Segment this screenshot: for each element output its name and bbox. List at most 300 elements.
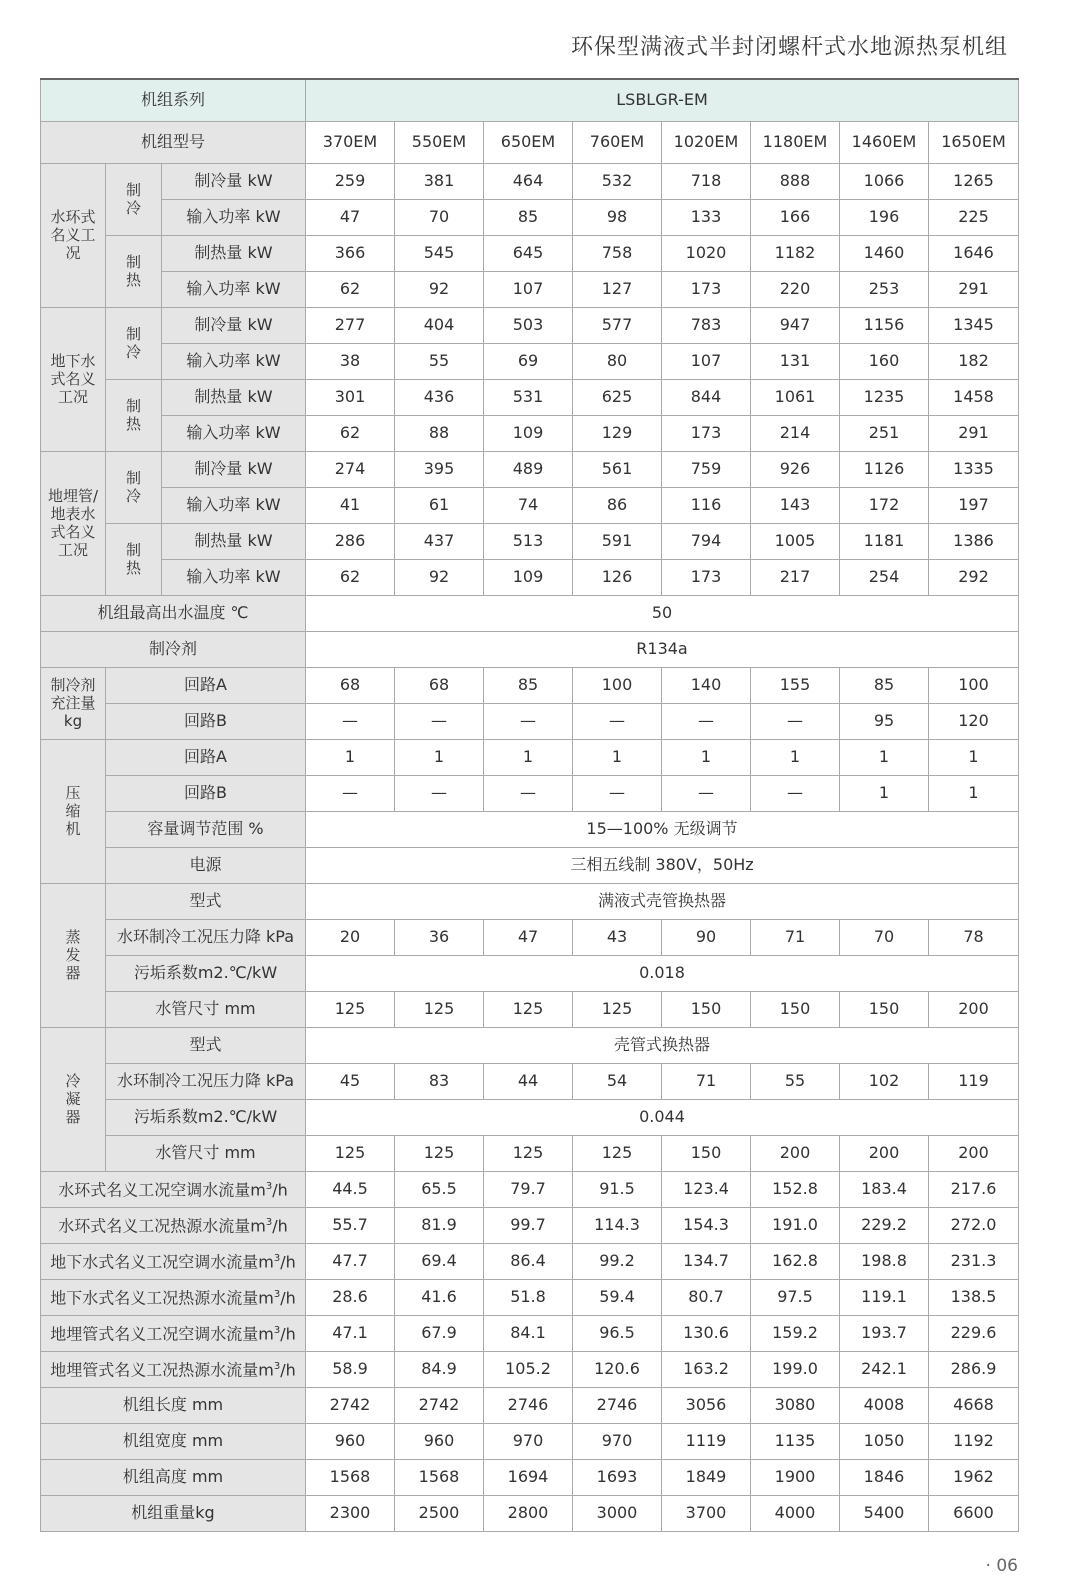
condenser-row — [41, 1135, 1019, 1171]
value-cell: 107 — [662, 343, 751, 379]
value-cell: — — [306, 775, 395, 811]
value-cell: 3700 — [662, 1495, 751, 1531]
value-cell: 3000 — [573, 1495, 662, 1531]
compressor-name: 压 缩 机 — [41, 739, 106, 883]
value-cell: 1458 — [929, 379, 1019, 415]
value-cell: 55 — [395, 343, 484, 379]
value-cell: 272.0 — [929, 1207, 1019, 1243]
value-cell: 79.7 — [484, 1171, 573, 1207]
evaporator-row — [41, 955, 1019, 991]
series-row — [41, 79, 1019, 121]
value-cell: 199.0 — [751, 1351, 840, 1387]
value-cell: 1 — [929, 739, 1019, 775]
flow-row — [41, 1279, 1019, 1315]
value-cell: 650EM — [484, 121, 573, 163]
type-label: 型式 — [106, 1027, 306, 1063]
value-cell: 116 — [662, 487, 751, 523]
value-cell: 2500 — [395, 1495, 484, 1531]
value-cell: 102 — [840, 1063, 929, 1099]
value-cell: 125 — [395, 991, 484, 1027]
series-value: LSBLGR-EM — [306, 79, 1019, 121]
value-cell: 44.5 — [306, 1171, 395, 1207]
circuit-b-label: 回路B — [106, 703, 306, 739]
dimension-row — [41, 1423, 1019, 1459]
value-cell: 231.3 — [929, 1243, 1019, 1279]
value-cell: 120.6 — [573, 1351, 662, 1387]
value-cell: 70 — [840, 919, 929, 955]
capacity-range-label: 容量调节范围 % — [106, 811, 306, 847]
value-cell: 888 — [751, 163, 840, 199]
value-cell: 92 — [395, 271, 484, 307]
mode-name: 制 冷 — [106, 307, 162, 379]
value-cell: 1345 — [929, 307, 1019, 343]
condenser-name: 冷 凝 器 — [41, 1027, 106, 1171]
model-row — [41, 121, 1019, 163]
value-cell: 71 — [662, 1063, 751, 1099]
flow-label — [41, 1315, 306, 1351]
value-cell: 1 — [662, 739, 751, 775]
value-cell: 404 — [395, 307, 484, 343]
value-cell: 55 — [751, 1063, 840, 1099]
mode-name: 制 热 — [106, 235, 162, 307]
value-cell: 970 — [484, 1423, 573, 1459]
condition-row — [41, 559, 1019, 595]
value-cell: 80.7 — [662, 1279, 751, 1315]
value-cell: 1181 — [840, 523, 929, 559]
value-cell: 437 — [395, 523, 484, 559]
flow-label-text: 地下水式名义工况热源水流量 — [50, 1288, 259, 1308]
value-cell: 81.9 — [395, 1207, 484, 1243]
flow-unit-tail: /h — [272, 1180, 288, 1200]
value-cell: 129 — [573, 415, 662, 451]
value-cell: 1005 — [751, 523, 840, 559]
flow-unit: m — [258, 1288, 274, 1308]
value-cell: 155 — [751, 667, 840, 703]
value-cell: 1156 — [840, 307, 929, 343]
value-cell: 844 — [662, 379, 751, 415]
value-cell: 286 — [306, 523, 395, 559]
value-cell: 159.2 — [751, 1315, 840, 1351]
value-cell: 120 — [929, 703, 1019, 739]
value-cell: 1849 — [662, 1459, 751, 1495]
value-cell: — — [662, 703, 751, 739]
item-label: 制冷量 kW — [162, 451, 306, 487]
charge-row — [41, 703, 1019, 739]
value-cell: 20 — [306, 919, 395, 955]
value-cell: 83 — [395, 1063, 484, 1099]
value-cell: 65.5 — [395, 1171, 484, 1207]
value-cell: 1020EM — [662, 121, 751, 163]
value-cell: 1180EM — [751, 121, 840, 163]
evaporator-name: 蒸 发 器 — [41, 883, 106, 1027]
flow-label-text: 水环式名义工况空调水流量 — [58, 1180, 251, 1200]
value-cell: 41 — [306, 487, 395, 523]
condition-row — [41, 343, 1019, 379]
charge-row — [41, 667, 1019, 703]
value-cell: 55.7 — [306, 1207, 395, 1243]
pressure-drop-label: 水环制冷工况压力降 kPa — [106, 1063, 306, 1099]
value-cell: 47 — [306, 199, 395, 235]
value-cell: 1119 — [662, 1423, 751, 1459]
condition-row — [41, 487, 1019, 523]
value-cell: 71 — [751, 919, 840, 955]
value-cell: 1235 — [840, 379, 929, 415]
flow-unit-tail: /h — [280, 1324, 296, 1344]
value-cell: 150 — [840, 991, 929, 1027]
value-cell: 1 — [484, 739, 573, 775]
flow-unit-exponent: 3 — [265, 1181, 273, 1193]
value-cell: 1460 — [840, 235, 929, 271]
value-cell: 291 — [929, 415, 1019, 451]
fouling-label: 污垢系数m2.℃/kW — [106, 1099, 306, 1135]
flow-unit-exponent: 3 — [273, 1361, 281, 1373]
value-cell: 783 — [662, 307, 751, 343]
value-cell: 88 — [395, 415, 484, 451]
value-cell: 274 — [306, 451, 395, 487]
value-cell: — — [751, 775, 840, 811]
value-cell: 1 — [395, 739, 484, 775]
value-cell: 114.3 — [573, 1207, 662, 1243]
flow-unit-tail: /h — [280, 1252, 296, 1272]
value-cell: 84.9 — [395, 1351, 484, 1387]
page-title: 环保型满液式半封闭螺杆式水地源热泵机组 — [570, 35, 1008, 60]
circuit-a-label: 回路A — [106, 667, 306, 703]
value-cell: 1265 — [929, 163, 1019, 199]
value-cell: 577 — [573, 307, 662, 343]
condenser-row — [41, 1027, 1019, 1063]
power-supply-label: 电源 — [106, 847, 306, 883]
value-cell: 92 — [395, 559, 484, 595]
value-cell: 1646 — [929, 235, 1019, 271]
item-label: 输入功率 kW — [162, 271, 306, 307]
item-label: 制热量 kW — [162, 235, 306, 271]
flow-label — [41, 1279, 306, 1315]
value-cell: 3056 — [662, 1387, 751, 1423]
value-cell: 98 — [573, 199, 662, 235]
value-cell: 1050 — [840, 1423, 929, 1459]
value-cell: 90 — [662, 919, 751, 955]
value-cell: 4668 — [929, 1387, 1019, 1423]
compressor-row — [41, 775, 1019, 811]
value-cell: 86 — [573, 487, 662, 523]
flow-unit-exponent: 3 — [273, 1253, 281, 1265]
flow-unit: m — [258, 1324, 274, 1344]
flow-unit-tail: /h — [272, 1216, 288, 1236]
value-cell: 97.5 — [751, 1279, 840, 1315]
value-cell: 61 — [395, 487, 484, 523]
value-cell: 125 — [395, 1135, 484, 1171]
dimension-label: 机组重量kg — [41, 1495, 306, 1531]
flow-label — [41, 1171, 306, 1207]
flow-label — [41, 1351, 306, 1387]
value-cell: — — [484, 775, 573, 811]
value-cell: 126 — [573, 559, 662, 595]
power-supply-value: 三相五线制 380V，50Hz — [306, 847, 1019, 883]
condition-row — [41, 379, 1019, 415]
item-label: 输入功率 kW — [162, 199, 306, 235]
value-cell: 1066 — [840, 163, 929, 199]
flow-label-text: 水环式名义工况热源水流量 — [58, 1216, 251, 1236]
value-cell: 85 — [484, 667, 573, 703]
value-cell: 531 — [484, 379, 573, 415]
item-label: 输入功率 kW — [162, 559, 306, 595]
condition-row — [41, 163, 1019, 199]
value-cell: 1 — [306, 739, 395, 775]
value-cell: 229.2 — [840, 1207, 929, 1243]
value-cell: — — [573, 703, 662, 739]
evaporator-row — [41, 883, 1019, 919]
value-cell: — — [573, 775, 662, 811]
value-cell: 150 — [662, 1135, 751, 1171]
value-cell: 96.5 — [573, 1315, 662, 1351]
mode-name: 制 热 — [106, 523, 162, 595]
value-cell: 95 — [840, 703, 929, 739]
value-cell: 99.7 — [484, 1207, 573, 1243]
refrigerant-value: R134a — [306, 631, 1019, 667]
value-cell: 960 — [306, 1423, 395, 1459]
value-cell: 59.4 — [573, 1279, 662, 1315]
value-cell: 173 — [662, 559, 751, 595]
value-cell: 200 — [929, 1135, 1019, 1171]
compressor-row — [41, 847, 1019, 883]
value-cell: 140 — [662, 667, 751, 703]
value-cell: 109 — [484, 415, 573, 451]
flow-unit-tail: /h — [280, 1360, 296, 1380]
value-cell: 1 — [573, 739, 662, 775]
value-cell: 292 — [929, 559, 1019, 595]
evaporator-row — [41, 919, 1019, 955]
value-cell: 1 — [929, 775, 1019, 811]
item-label: 输入功率 kW — [162, 415, 306, 451]
value-cell: 1650EM — [929, 121, 1019, 163]
dimension-row — [41, 1495, 1019, 1531]
value-cell: 242.1 — [840, 1351, 929, 1387]
value-cell: 1335 — [929, 451, 1019, 487]
value-cell: — — [306, 703, 395, 739]
value-cell: 561 — [573, 451, 662, 487]
pipe-size-label: 水管尺寸 mm — [106, 991, 306, 1027]
value-cell: 197 — [929, 487, 1019, 523]
condition-row — [41, 235, 1019, 271]
condenser-row — [41, 1099, 1019, 1135]
value-cell: 41.6 — [395, 1279, 484, 1315]
flow-unit-exponent: 3 — [265, 1217, 273, 1229]
value-cell: 436 — [395, 379, 484, 415]
value-cell: 84.1 — [484, 1315, 573, 1351]
flow-unit: m — [250, 1180, 266, 1200]
value-cell: 625 — [573, 379, 662, 415]
value-cell: 85 — [840, 667, 929, 703]
value-cell: 86.4 — [484, 1243, 573, 1279]
value-cell: 138.5 — [929, 1279, 1019, 1315]
flow-row — [41, 1243, 1019, 1279]
dimension-label: 机组宽度 mm — [41, 1423, 306, 1459]
value-cell: 78 — [929, 919, 1019, 955]
value-cell: 200 — [751, 1135, 840, 1171]
flow-unit: m — [258, 1360, 274, 1380]
value-cell: 3080 — [751, 1387, 840, 1423]
value-cell: 198.8 — [840, 1243, 929, 1279]
value-cell: 277 — [306, 307, 395, 343]
series-label: 机组系列 — [41, 79, 306, 121]
mode-name: 制 热 — [106, 379, 162, 451]
max-temp-value: 50 — [306, 595, 1019, 631]
value-cell: 172 — [840, 487, 929, 523]
value-cell: 68 — [306, 667, 395, 703]
page-number: · 06 — [985, 1556, 1018, 1576]
value-cell: 100 — [929, 667, 1019, 703]
value-cell: 489 — [484, 451, 573, 487]
condenser-row — [41, 1063, 1019, 1099]
value-cell: 1460EM — [840, 121, 929, 163]
value-cell: 1846 — [840, 1459, 929, 1495]
value-cell: 532 — [573, 163, 662, 199]
value-cell: 4000 — [751, 1495, 840, 1531]
condition-row — [41, 199, 1019, 235]
value-cell: 67.9 — [395, 1315, 484, 1351]
value-cell: 503 — [484, 307, 573, 343]
value-cell: 1192 — [929, 1423, 1019, 1459]
value-cell: 62 — [306, 271, 395, 307]
value-cell: 119.1 — [840, 1279, 929, 1315]
value-cell: 74 — [484, 487, 573, 523]
flow-row — [41, 1171, 1019, 1207]
value-cell: 2742 — [306, 1387, 395, 1423]
value-cell: 47.1 — [306, 1315, 395, 1351]
fouling-value: 0.018 — [306, 955, 1019, 991]
value-cell: 152.8 — [751, 1171, 840, 1207]
flow-unit-exponent: 3 — [273, 1325, 281, 1337]
value-cell: 301 — [306, 379, 395, 415]
value-cell: 1568 — [306, 1459, 395, 1495]
value-cell: 54 — [573, 1063, 662, 1099]
value-cell: 160 — [840, 343, 929, 379]
value-cell: 550EM — [395, 121, 484, 163]
condition-name: 水环式 名义工 况 — [41, 163, 106, 307]
flow-unit: m — [250, 1216, 266, 1236]
value-cell: — — [395, 703, 484, 739]
mode-name: 制 冷 — [106, 163, 162, 235]
type-value: 壳管式换热器 — [306, 1027, 1019, 1063]
value-cell: 43 — [573, 919, 662, 955]
item-label: 制热量 kW — [162, 379, 306, 415]
dimension-label: 机组长度 mm — [41, 1387, 306, 1423]
value-cell: 591 — [573, 523, 662, 559]
value-cell: 253 — [840, 271, 929, 307]
value-cell: 200 — [840, 1135, 929, 1171]
value-cell: 173 — [662, 415, 751, 451]
flow-label-text: 地埋管式名义工况热源水流量 — [50, 1360, 259, 1380]
value-cell: 80 — [573, 343, 662, 379]
value-cell: 1 — [840, 739, 929, 775]
dimension-row — [41, 1459, 1019, 1495]
value-cell: 109 — [484, 559, 573, 595]
value-cell: — — [662, 775, 751, 811]
value-cell: 47 — [484, 919, 573, 955]
value-cell: 1568 — [395, 1459, 484, 1495]
value-cell: 366 — [306, 235, 395, 271]
value-cell: 182 — [929, 343, 1019, 379]
refrigerant-row — [41, 631, 1019, 667]
value-cell: 133 — [662, 199, 751, 235]
value-cell: 125 — [573, 991, 662, 1027]
value-cell: 718 — [662, 163, 751, 199]
value-cell: 62 — [306, 559, 395, 595]
value-cell: 381 — [395, 163, 484, 199]
value-cell: — — [751, 703, 840, 739]
value-cell: 200 — [929, 991, 1019, 1027]
fouling-value: 0.044 — [306, 1099, 1019, 1135]
value-cell: 4008 — [840, 1387, 929, 1423]
value-cell: 131 — [751, 343, 840, 379]
value-cell: 119 — [929, 1063, 1019, 1099]
value-cell: 225 — [929, 199, 1019, 235]
item-label: 制冷量 kW — [162, 163, 306, 199]
flow-label — [41, 1207, 306, 1243]
pressure-drop-label: 水环制冷工况压力降 kPa — [106, 919, 306, 955]
value-cell: 183.4 — [840, 1171, 929, 1207]
circuit-b-label: 回路B — [106, 775, 306, 811]
value-cell: 69 — [484, 343, 573, 379]
item-label: 输入功率 kW — [162, 343, 306, 379]
flow-row — [41, 1207, 1019, 1243]
value-cell: 125 — [306, 1135, 395, 1171]
circuit-a-label: 回路A — [106, 739, 306, 775]
condition-row — [41, 415, 1019, 451]
compressor-row — [41, 739, 1019, 775]
value-cell: 1135 — [751, 1423, 840, 1459]
value-cell: 760EM — [573, 121, 662, 163]
type-value: 满液式壳管换热器 — [306, 883, 1019, 919]
value-cell: 370EM — [306, 121, 395, 163]
value-cell: 150 — [751, 991, 840, 1027]
value-cell: 143 — [751, 487, 840, 523]
value-cell: 6600 — [929, 1495, 1019, 1531]
model-label: 机组型号 — [41, 121, 306, 163]
value-cell: 130.6 — [662, 1315, 751, 1351]
value-cell: 193.7 — [840, 1315, 929, 1351]
value-cell: 1900 — [751, 1459, 840, 1495]
max-temp-label: 机组最高出水温度 ℃ — [41, 595, 306, 631]
condition-row — [41, 523, 1019, 559]
value-cell: 1061 — [751, 379, 840, 415]
value-cell: 62 — [306, 415, 395, 451]
type-label: 型式 — [106, 883, 306, 919]
flow-label-text: 地下水式名义工况空调水流量 — [50, 1252, 259, 1272]
value-cell: 229.6 — [929, 1315, 1019, 1351]
value-cell: 5400 — [840, 1495, 929, 1531]
fouling-label: 污垢系数m2.℃/kW — [106, 955, 306, 991]
value-cell: 2800 — [484, 1495, 573, 1531]
value-cell: 28.6 — [306, 1279, 395, 1315]
flow-unit: m — [258, 1252, 274, 1272]
value-cell: 1182 — [751, 235, 840, 271]
value-cell: 100 — [573, 667, 662, 703]
value-cell: 254 — [840, 559, 929, 595]
value-cell: 759 — [662, 451, 751, 487]
value-cell: 69.4 — [395, 1243, 484, 1279]
condition-row — [41, 271, 1019, 307]
spec-table — [40, 78, 1019, 1532]
value-cell: 166 — [751, 199, 840, 235]
value-cell: 70 — [395, 199, 484, 235]
value-cell: 107 — [484, 271, 573, 307]
value-cell: 47.7 — [306, 1243, 395, 1279]
mode-name: 制 冷 — [106, 451, 162, 523]
value-cell: 127 — [573, 271, 662, 307]
value-cell: 105.2 — [484, 1351, 573, 1387]
value-cell: 217 — [751, 559, 840, 595]
